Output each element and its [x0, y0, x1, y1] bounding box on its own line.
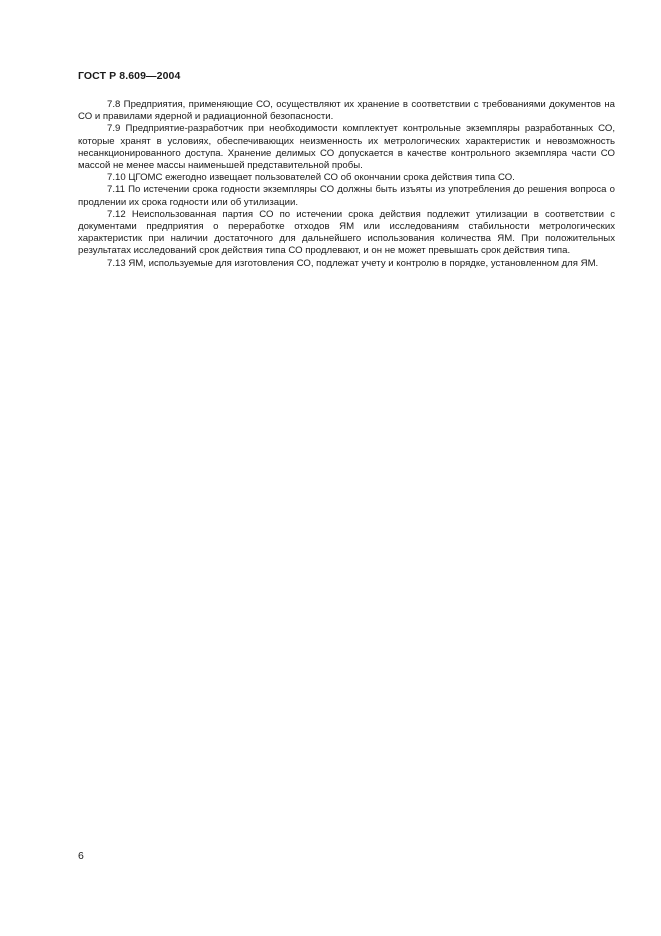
paragraph-7-13: 7.13 ЯМ, используемые для изготовления СО, подлежат учету и контролю в порядке, установленном для ЯМ.: [107, 257, 599, 269]
document-header: ГОСТ Р 8.609—2004: [78, 70, 181, 82]
paragraph-7-12: 7.12 Неиспользованная партия СО по истечении срока действия подлежит утилизации в соответствии с документами предприятия о переработке отходов ЯМ или исследованиям стабильности метрологических характеристик при наличии достаточного для дальнейшего использования количества ЯМ. При положительных результатах исследований срок действия типа СО продлевают, и он не может превышать срок действия типа.: [78, 208, 615, 257]
paragraph-7-8: 7.8 Предприятия, применяющие СО, осуществляют их хранение в соответствии с требованиями документов на СО и правилами ядерной и радиационной безопасности.: [78, 99, 615, 123]
paragraph-7-10: 7.10 ЦГОМС ежегодно извещает пользователей СО об окончании срока действия типа СО.: [107, 172, 515, 184]
page-number: 6: [78, 850, 84, 862]
paragraph-7-11: 7.11 По истечении срока годности экземпляры СО должны быть изъяты из употребления до решения вопроса о продлении их срока годности или об утилизации.: [78, 184, 615, 208]
paragraph-7-9: 7.9 Предприятие-разработчик при необходимости комплектует контрольные экземпляры разработанных СО, которые хранят в условиях, обеспечивающих неизменность их метрологических характеристик и невозможность несанкционированного доступа. Хранение делимых СО допускается в качестве контрольного экземпляра части СО массой не менее массы наименьшей представительной пробы.: [78, 123, 615, 172]
document-body: [78, 99, 615, 270]
